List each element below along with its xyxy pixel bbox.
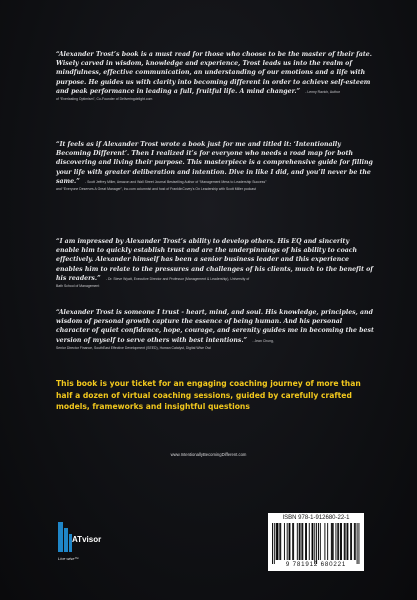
quote-3-attribution: - Dr. Steve Wyatt, Executive Director and Professor (Management & Leadership), University of <box>105 276 250 281</box>
quote-3-attribution-line2: Bath School of Management <box>56 284 100 289</box>
barcode-bar <box>337 523 338 560</box>
isbn-label: ISBN 978-1-912680-22-1 <box>282 515 350 521</box>
barcode-bar <box>289 523 290 560</box>
barcode-bar <box>272 523 273 564</box>
publisher-logo <box>58 520 102 561</box>
barcode-bar <box>301 523 302 560</box>
barcode-bar <box>287 523 288 560</box>
barcode-bar <box>274 523 275 564</box>
barcode-bar <box>312 523 313 560</box>
testimonial-quote-3 <box>56 237 374 289</box>
barcode-bar <box>340 523 341 560</box>
quote-2-attribution: - Scott Jeffrey Miller, Amazon and Wall Street Journal Bestselling Author of “Management Mess to Leadership Success” <box>85 179 267 184</box>
barcode-bar <box>347 523 348 560</box>
barcode-bar <box>345 523 346 560</box>
quote-3-text: “I am impressed by Alexander Trost’s ability to develop others. His EQ and sincerity enable him to quickly establish trust and are the underpinnings of his ability to coach effectively. Alexander himself has been a senior business leader and this experience enables him to relate to the pressures and challenges of his clients, much to the benefit of his readers.” <box>56 238 373 282</box>
quote-2-text: “It feels as if Alexander Trost wrote a book just for me and titled it: ‘Intentionally Becoming Different’. Then I realized it’s for everyone who needs a road map for both discovering and living their purpose. This masterpiece is a comprehensive guide for filling your life with greater deliberation and intention. Dive in like I did, and you’ll never be the same.” <box>56 141 373 185</box>
barcode-bar <box>354 523 355 560</box>
barcode-bar <box>320 523 321 560</box>
barcode-bar <box>344 523 345 560</box>
book-tagline: This book is your ticket for an engaging coaching journey of more than half a dozen of virtual coaching sessions, guided by carefully crafted models, frameworks and insightful questions <box>56 379 361 412</box>
testimonial-quote-1 <box>56 50 374 102</box>
barcode-bar <box>299 523 300 560</box>
barcode-bar <box>305 523 306 560</box>
barcode-bar <box>297 523 298 560</box>
quote-4-attribution-line2: Senior Director Finance, SouthEast Effective Development (SEED), Human Catalyst, Digital Wise Owl <box>56 345 211 350</box>
testimonial-quote-4 <box>56 308 374 351</box>
barcode-bar <box>332 523 333 560</box>
barcode-bar <box>350 523 351 560</box>
barcode-bar <box>292 523 293 560</box>
barcode-bar <box>358 523 359 564</box>
quote-1-attribution: - Lenny Ravich, Author <box>305 89 341 94</box>
barcode-bar <box>341 523 342 560</box>
barcode-bar <box>327 523 328 560</box>
barcode-bar <box>331 523 332 560</box>
barcode-bar <box>277 523 278 560</box>
isbn-barcode <box>268 513 364 571</box>
quote-1-attribution-line2: of “Everlasting Optimism”, Co-Founder of Deliveringdelight.com <box>56 97 153 102</box>
quote-4-text: “Alexander Trost is someone I trust - heart, mind, and soul. His knowledge, principles, and wisdom of personal growth capture the essence of being human. And his personal character of quiet confidence, hope, courage, and serenity guides me in becoming the best version of myself to serve others with best intentions.” <box>56 309 374 344</box>
barcode-bar <box>316 523 317 564</box>
barcode-bar <box>347 523 348 560</box>
publisher-logo-name: ATvisor <box>72 535 102 544</box>
barcode-bar <box>289 523 290 560</box>
publisher-logo-icon <box>58 520 102 554</box>
barcode-bar <box>276 523 277 560</box>
barcode-bar <box>312 523 313 560</box>
barcode-bar <box>351 523 352 560</box>
barcode-bar <box>324 523 325 560</box>
barcode-bar <box>314 523 315 564</box>
barcode-bar <box>302 523 303 560</box>
barcode-bar <box>333 523 334 560</box>
barcode-bar <box>293 523 294 560</box>
barcode-bar <box>338 523 339 560</box>
barcode-bar <box>309 523 310 560</box>
barcode-bar <box>279 523 280 560</box>
barcode-bar <box>335 523 336 560</box>
quote-1-text: “Alexander Trost’s book is a must read for those who choose to be the master of their fate. Wisely carved in wisdom, knowledge and experience, Trost leads us into the realm of mindfulness, effective communication, an understanding of our emotions and a life with purpose. He guides us with clarity into becoming different in order to achieve self-esteem and peak performance in leading a full, fruitful life. A mind changer.” <box>56 51 372 95</box>
barcode-bar <box>284 523 285 560</box>
barcode-bar <box>355 523 356 560</box>
barcode-bar <box>357 523 358 564</box>
isbn-barcode-digits: 9 781912 680221 <box>285 561 347 568</box>
barcode-bar <box>300 523 301 560</box>
website-url: www.IntentionallyBecomingDifferent.com <box>170 452 247 457</box>
quote-2-attribution-line2: and “Everyone Deserves A Great Manager”, Inc.com columnist and host of FranklinCovey’s On Leadership with Scott Miller podcast <box>56 187 256 192</box>
barcode-bar <box>278 523 279 560</box>
barcode-bar <box>306 523 307 560</box>
publisher-logo-tagline: Live wise™ <box>58 556 79 561</box>
testimonial-quote-2 <box>56 140 374 192</box>
quote-4-attribution: - Jean Chung, <box>252 338 274 343</box>
barcode-bar <box>318 523 319 560</box>
barcode-bar <box>280 523 281 560</box>
